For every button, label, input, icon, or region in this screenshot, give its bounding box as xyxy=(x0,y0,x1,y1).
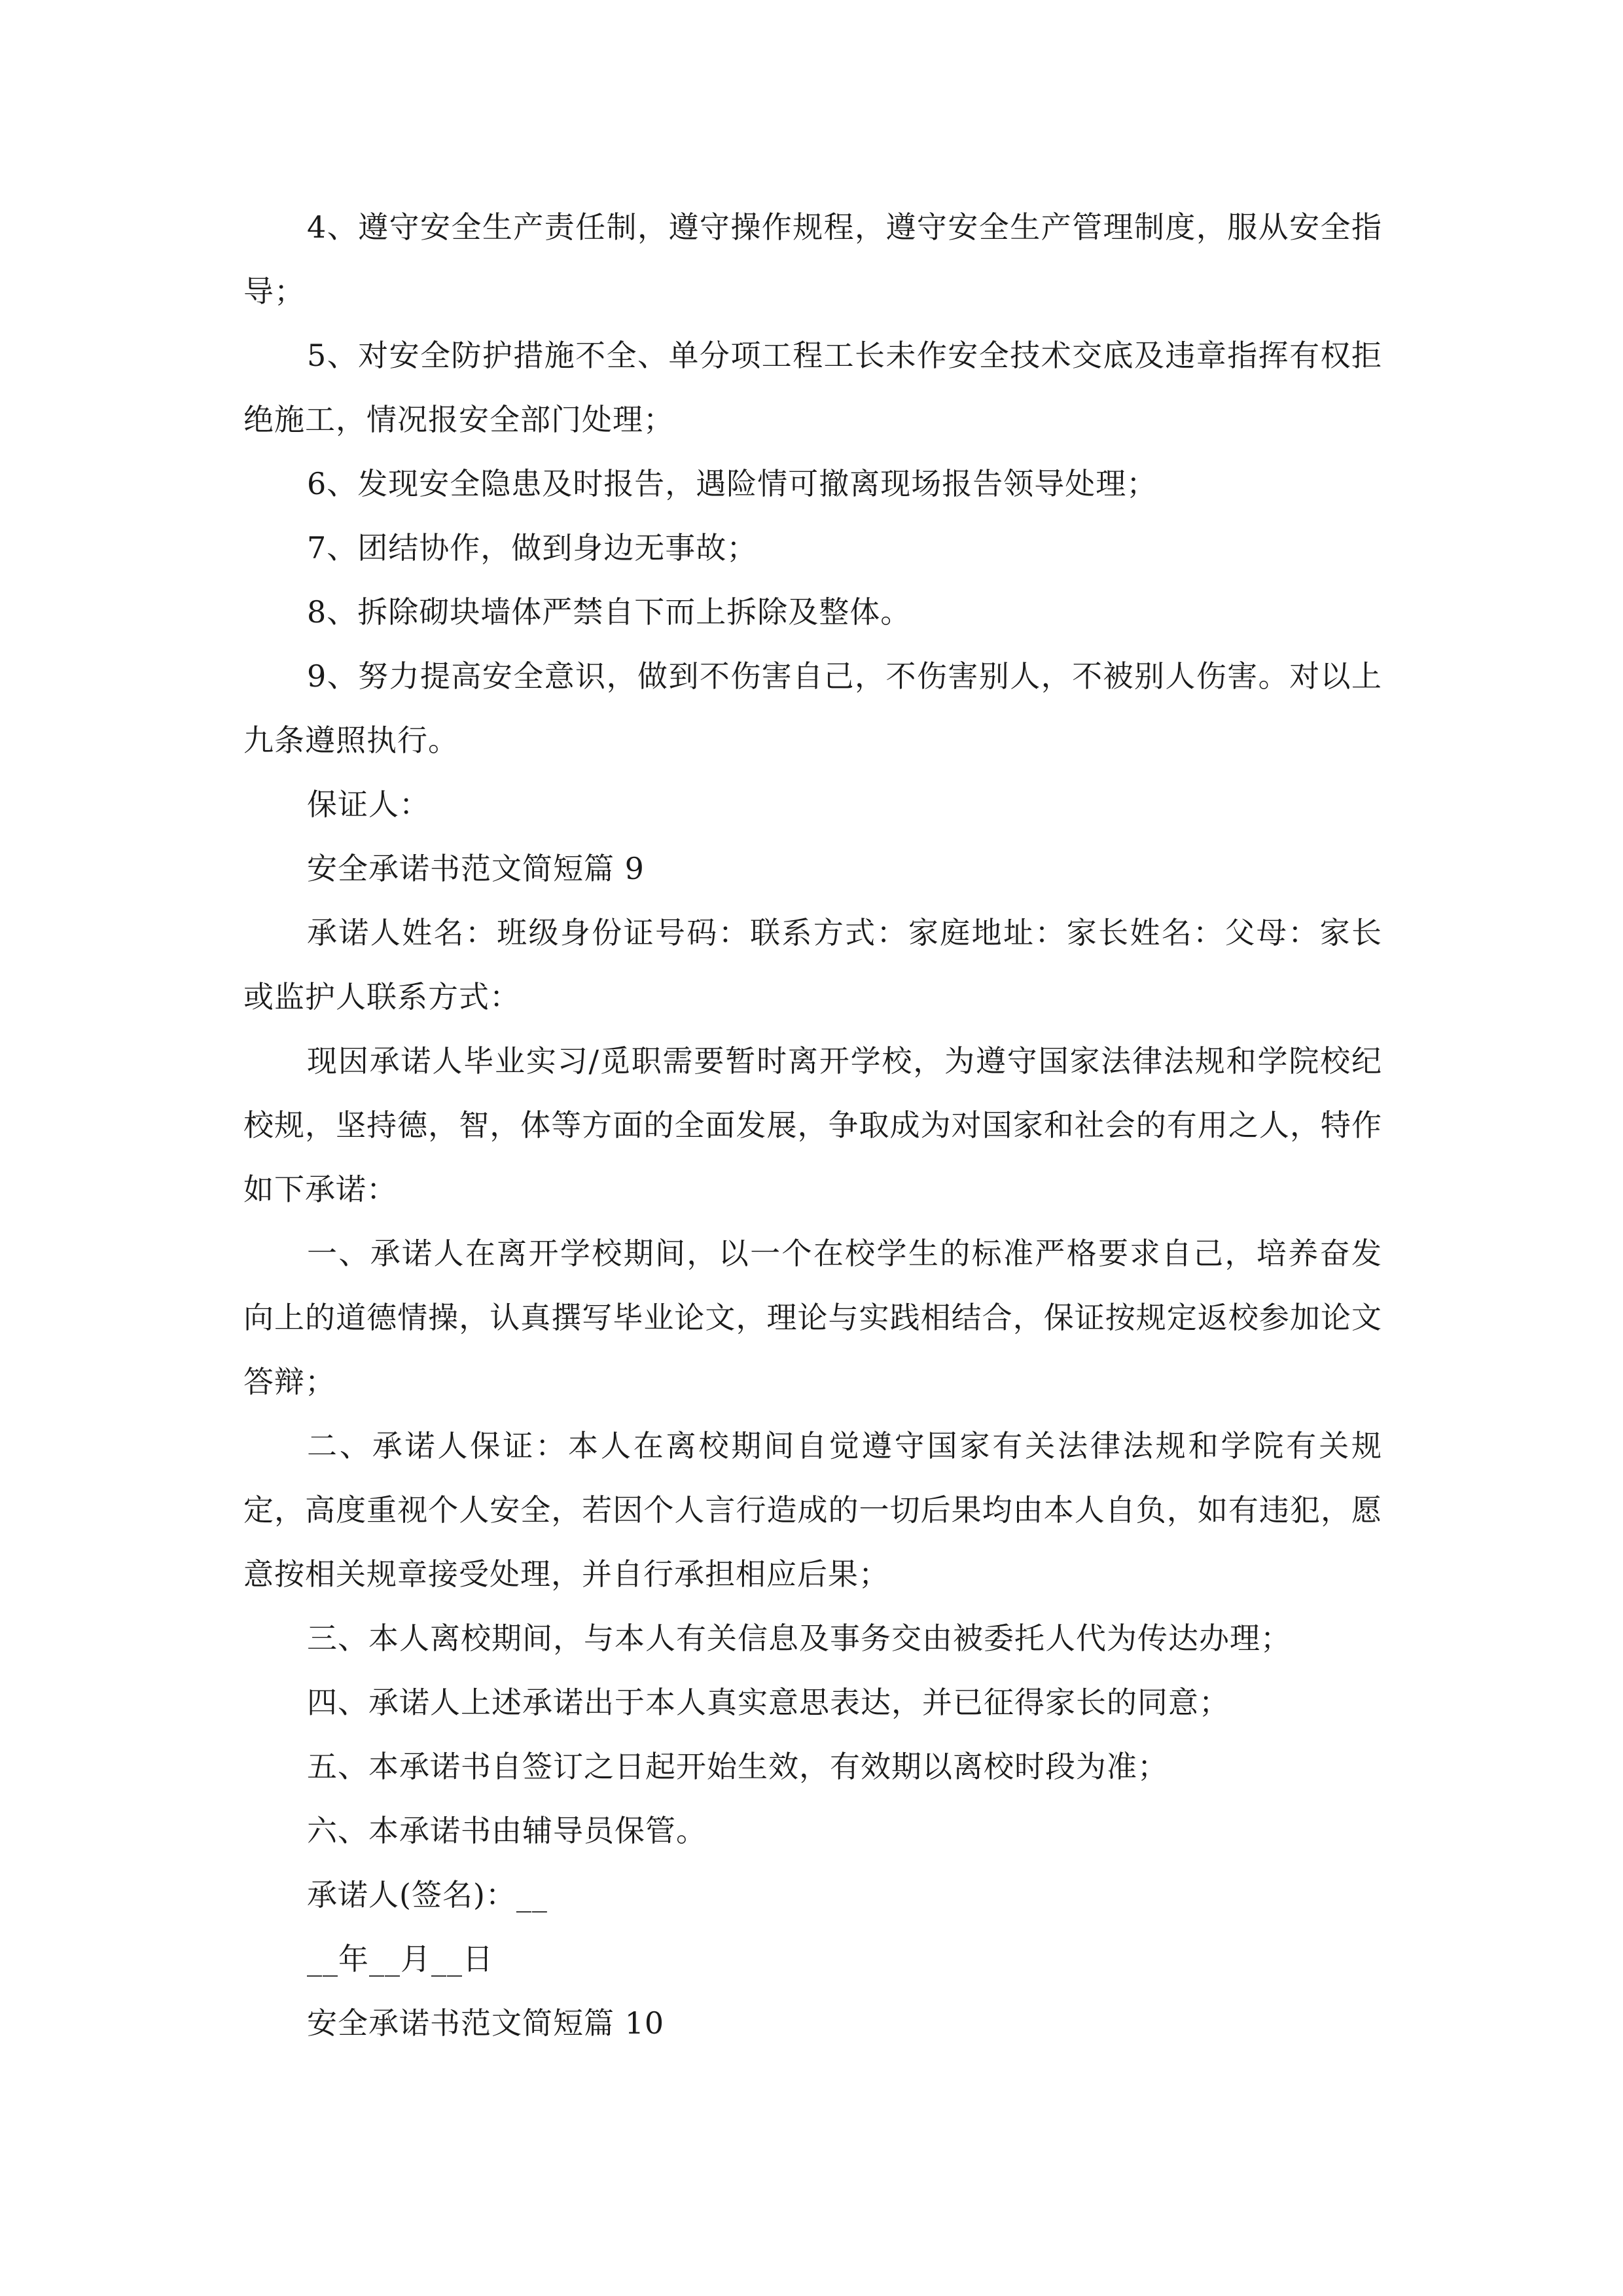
signature-line: 承诺人(签名)：__ xyxy=(307,1877,548,1912)
clause-7: 7、团结协作，做到身边无事故； xyxy=(307,530,758,565)
promisor-info: 承诺人姓名：班级身份证号码：联系方式：家庭地址：家长姓名：父母：家长或监护人联系方式： xyxy=(243,915,1382,1014)
date-line: __年__月__日 xyxy=(307,1941,493,1977)
clause-5: 5、对安全防护措施不全、单分项工程工长未作安全技术交底及违章指挥有权拒绝施工，情况报安全部门处理； xyxy=(243,338,1382,437)
guarantor-line: 保证人： xyxy=(307,787,430,822)
clause-6: 6、发现安全隐患及时报告，遇险情可撤离现场报告领导处理； xyxy=(307,466,1158,501)
intro-paragraph: 现因承诺人毕业实习/觅职需要暂时离开学校，为遵守国家法律法规和学院校纪校规，坚持德，智，体等方面的全面发展，争取成为对国家和社会的有用之人，特作如下承诺： xyxy=(243,1043,1382,1207)
promise-1: 一、承诺人在离开学校期间，以一个在校学生的标准严格要求自己，培养奋发向上的道德情操，认真撰写毕业论文，理论与实践相结合，保证按规定返校参加论文答辩； xyxy=(243,1236,1382,1399)
section-heading-9: 安全承诺书范文简短篇 9 xyxy=(307,851,645,886)
promise-3: 三、本人离校期间，与本人有关信息及事务交由被委托人代为传达办理； xyxy=(307,1621,1291,1656)
promise-4: 四、承诺人上述承诺出于本人真实意思表达，并已征得家长的同意； xyxy=(307,1685,1230,1720)
clause-4: 4、遵守安全生产责任制，遵守操作规程，遵守安全生产管理制度，服从安全指导； xyxy=(243,209,1382,309)
document-body xyxy=(243,195,1382,2055)
clause-8: 8、拆除砌块墙体严禁自下而上拆除及整体。 xyxy=(307,594,912,630)
clause-9: 9、努力提高安全意识，做到不伤害自己，不伤害别人，不被别人伤害。对以上九条遵照执行。 xyxy=(243,658,1382,758)
promise-2: 二、承诺人保证：本人在离校期间自觉遵守国家有关法律法规和学院有关规定，高度重视个人安全，若因个人言行造成的一切后果均由本人自负，如有违犯，愿意按相关规章接受处理，并自行承担相应后果； xyxy=(243,1428,1382,1592)
promise-6: 六、本承诺书由辅导员保管。 xyxy=(307,1813,707,1848)
section-heading-10: 安全承诺书范文简短篇 10 xyxy=(307,2005,665,2041)
promise-5: 五、本承诺书自签订之日起开始生效，有效期以离校时段为准； xyxy=(307,1749,1168,1784)
